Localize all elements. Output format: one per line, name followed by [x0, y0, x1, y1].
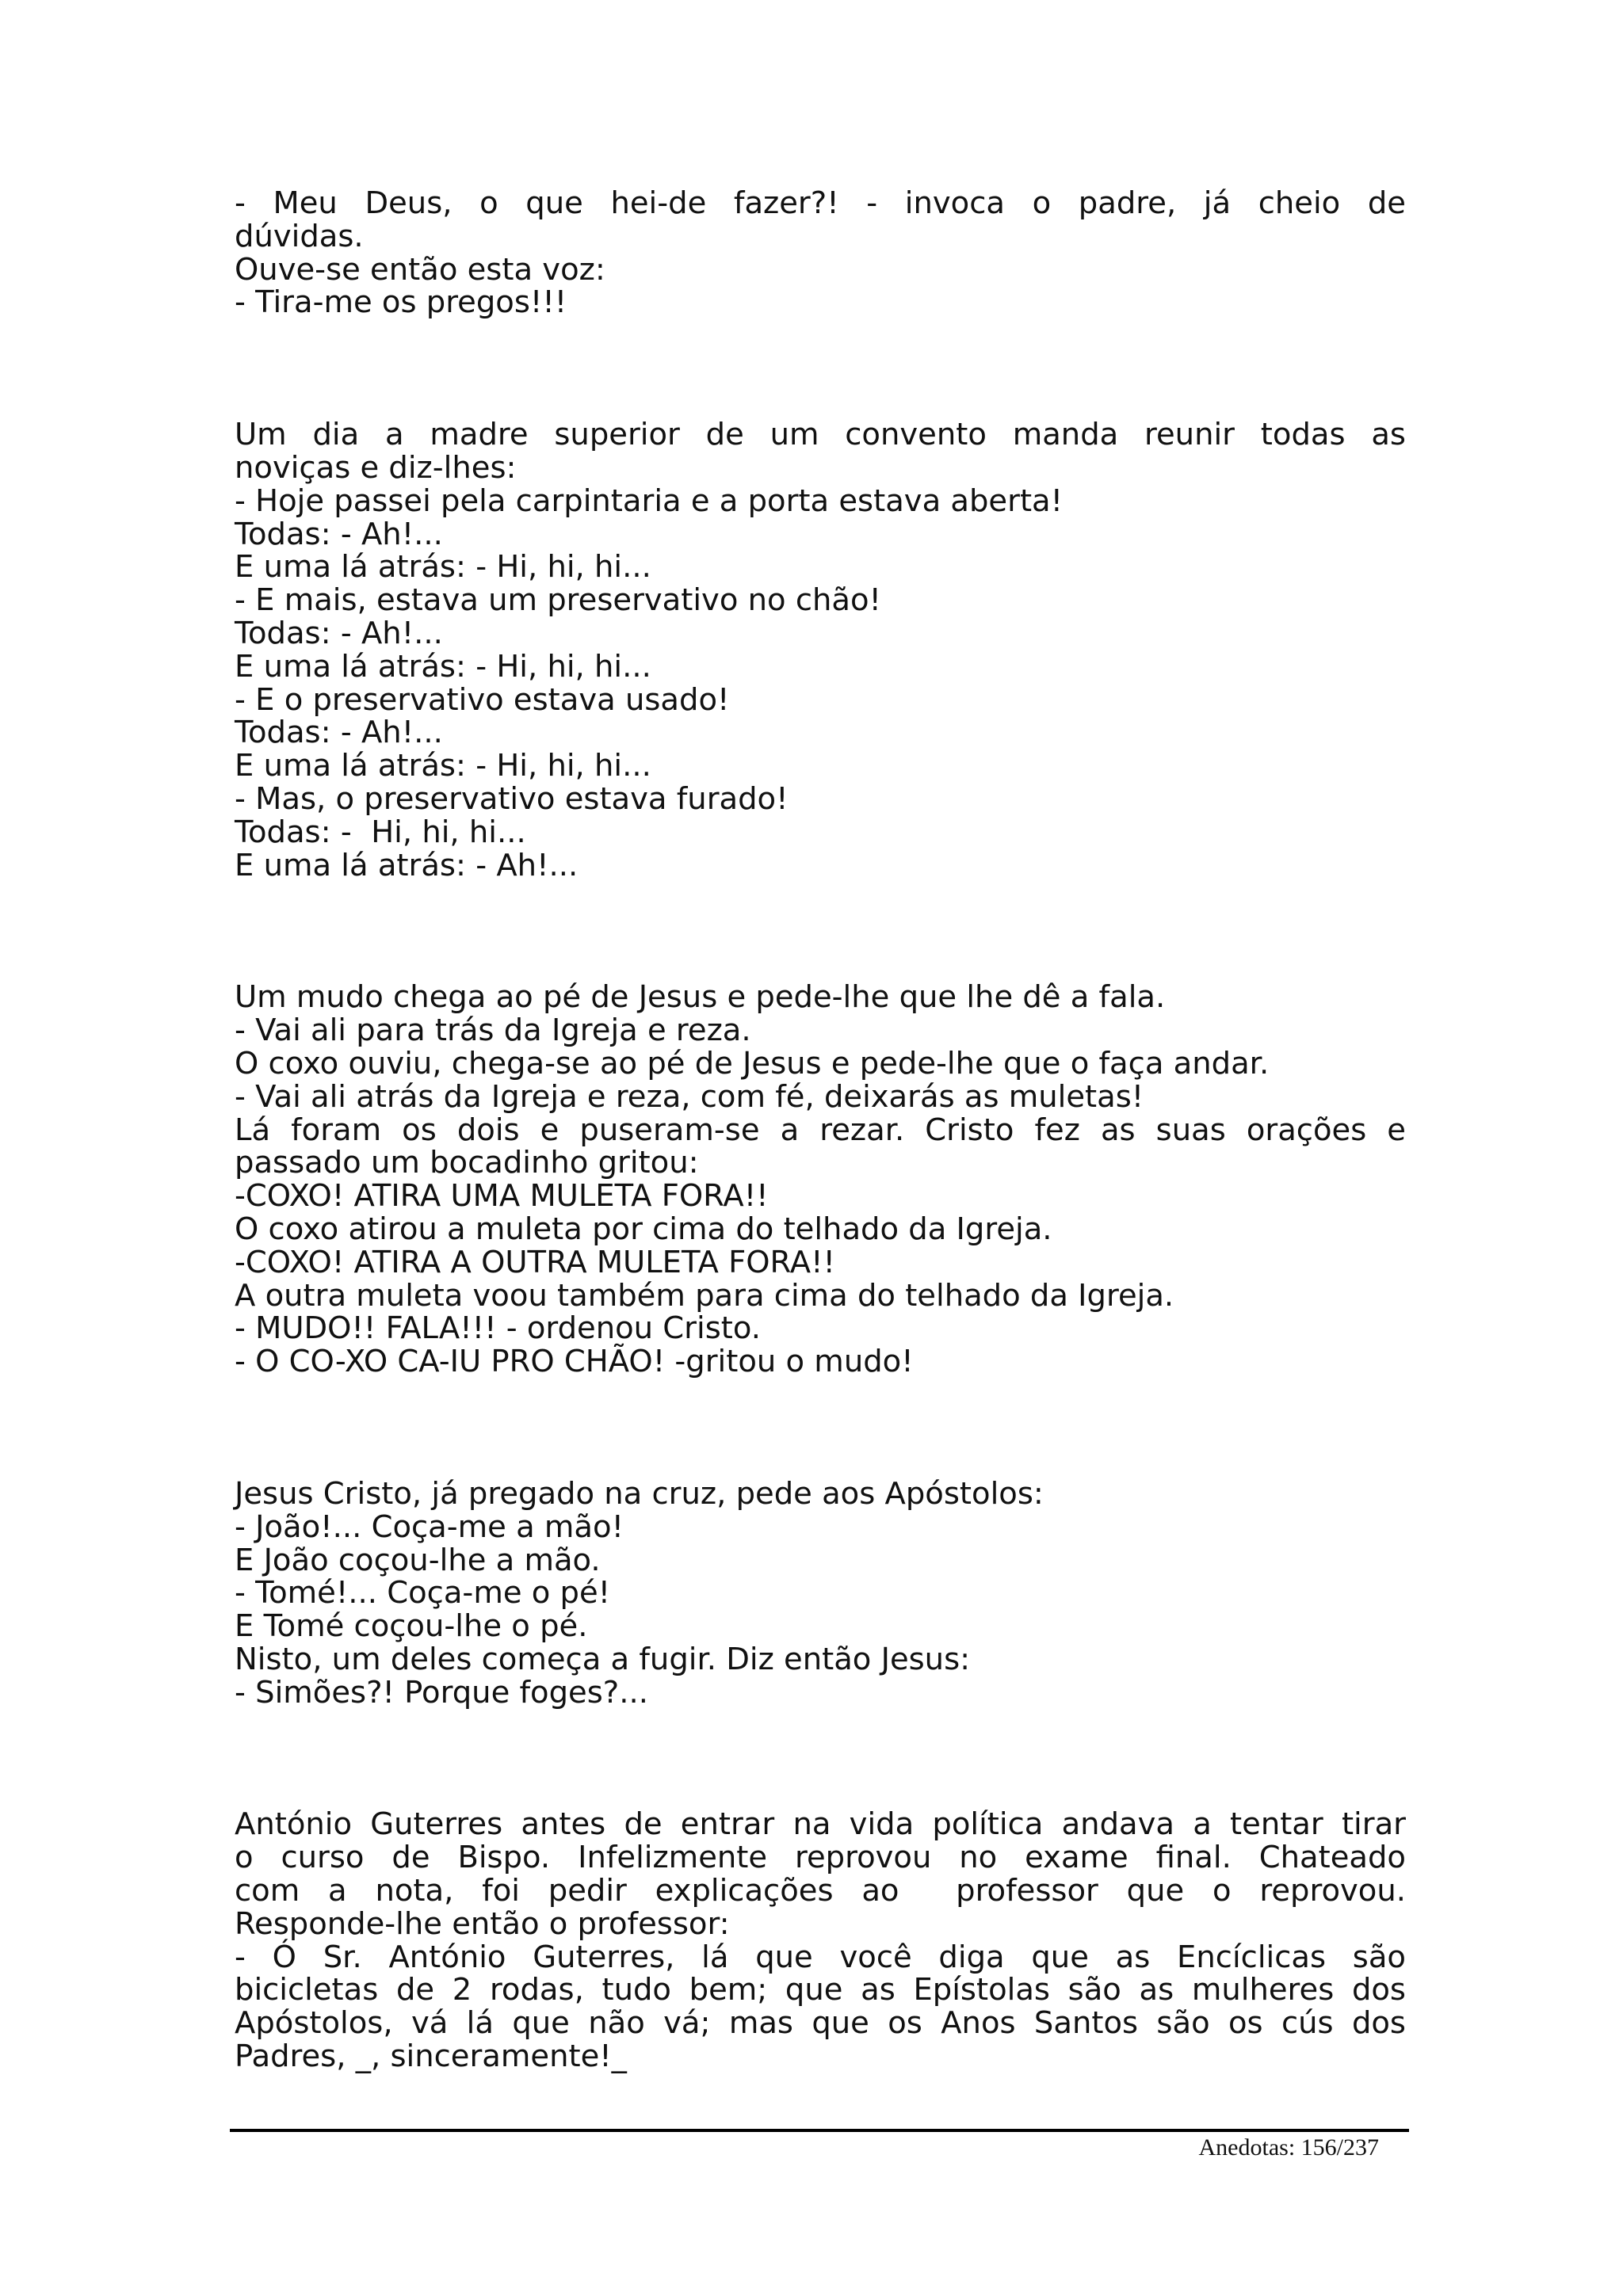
text-line: - Tira-me os pregos!!!	[235, 284, 567, 321]
text-line: dúvidas.	[235, 218, 364, 254]
text-line: - O CO-XO CA-IU PRO CHÃO! -gritou o mudo!	[235, 1344, 914, 1380]
text-line: - Simões?! Porque foges?...	[235, 1674, 648, 1711]
text-line: António Guterres antes de entrar na vida política andava a tentar tirar	[235, 1806, 1406, 1843]
text-line: E João coçou-lhe a mão.	[235, 1542, 601, 1578]
text-line: O coxo ouviu, chega-se ao pé de Jesus e pede-lhe que o faça andar.	[235, 1045, 1270, 1081]
text-line: Todas: - Ah!...	[235, 516, 443, 552]
paragraph-gap	[235, 1709, 1406, 1808]
text-line: passado um bocadinho gritou:	[235, 1145, 699, 1181]
text-line: - Meu Deus, o que hei-de fazer?! - invoca o padre, já cheio de	[235, 185, 1406, 221]
joke-paragraph	[235, 1475, 1406, 1711]
page-number: Anedotas: 156/237	[1198, 2134, 1379, 2161]
text-line: - Vai ali atrás da Igreja e reza, com fé, deixarás as muletas!	[235, 1078, 1144, 1115]
joke-paragraph	[235, 981, 1406, 1379]
paragraph-gap	[235, 1379, 1406, 1478]
text-line: - MUDO!! FALA!!! - ordenou Cristo.	[235, 1310, 761, 1347]
paragraph-gap	[235, 319, 1406, 418]
text-line: - João!... Coça-me a mão!	[235, 1508, 624, 1545]
text-line: Apóstolos, vá lá que não vá; mas que os Anos Santos são os cús dos	[235, 2005, 1406, 2042]
text-line: Responde-lhe então o professor:	[235, 1905, 730, 1942]
text-line: Um mudo chega ao pé de Jesus e pede-lhe que lhe dê a fala.	[235, 979, 1166, 1016]
text-line: - E mais, estava um preservativo no chão!	[235, 582, 881, 619]
text-line: E Tomé coçou-lhe o pé.	[235, 1608, 588, 1645]
text-line: E uma lá atrás: - Hi, hi, hi...	[235, 748, 651, 784]
text-line: Lá foram os dois e puseram-se a rezar. Cristo fez as suas orações e	[235, 1112, 1406, 1148]
text-line: Todas: - Hi, hi, hi...	[235, 814, 526, 850]
text-line: Todas: - Ah!...	[235, 615, 443, 651]
paragraph-gap	[235, 882, 1406, 981]
text-line: - Ó Sr. António Guterres, lá que você diga que as Encíclicas são	[235, 1939, 1406, 1975]
text-line: - Hoje passei pela carpintaria e a porta estava aberta!	[235, 482, 1064, 519]
joke-paragraph	[235, 1808, 1406, 2073]
text-line: E uma lá atrás: - Hi, hi, hi...	[235, 549, 651, 585]
text-line: Ouve-se então esta voz:	[235, 251, 605, 288]
text-line: -COXO! ATIRA UMA MULETA FORA!!	[235, 1178, 769, 1215]
text-line: - Vai ali para trás da Igreja e reza.	[235, 1013, 751, 1049]
joke-paragraph	[235, 187, 1406, 319]
text-line: Todas: - Ah!...	[235, 715, 443, 751]
text-line: - E o preservativo estava usado!	[235, 681, 730, 718]
text-line: bicicletas de 2 rodas, tudo bem; que as Epístolas são as mulheres dos	[235, 1972, 1406, 2008]
footer-rule	[230, 2129, 1409, 2132]
joke-paragraph	[235, 418, 1406, 882]
text-line: E uma lá atrás: - Ah!...	[235, 847, 579, 883]
text-line: noviças e diz-lhes:	[235, 449, 517, 486]
text-line: O coxo atirou a muleta por cima do telhado da Igreja.	[235, 1211, 1052, 1247]
text-line: Jesus Cristo, já pregado na cruz, pede aos Apóstolos:	[235, 1475, 1044, 1512]
text-line: Um dia a madre superior de um convento manda reunir todas as	[235, 417, 1406, 453]
text-line: Nisto, um deles começa a fugir. Diz então Jesus:	[235, 1641, 971, 1677]
document-body	[235, 187, 1406, 2073]
text-line: com a nota, foi pedir explicações ao professor que o reprovou.	[235, 1873, 1406, 1909]
text-line: - Tomé!... Coça-me o pé!	[235, 1575, 611, 1611]
text-line: - Mas, o preservativo estava furado!	[235, 780, 789, 817]
text-line: A outra muleta voou também para cima do telhado da Igreja.	[235, 1277, 1174, 1314]
text-line: -COXO! ATIRA A OUTRA MULETA FORA!!	[235, 1244, 835, 1280]
text-line: E uma lá atrás: - Hi, hi, hi...	[235, 648, 651, 685]
text-line: o curso de Bispo. Infelizmente reprovou no exame final. Chateado	[235, 1840, 1406, 1876]
text-line: Padres, _, sinceramente!_	[235, 2039, 627, 2075]
